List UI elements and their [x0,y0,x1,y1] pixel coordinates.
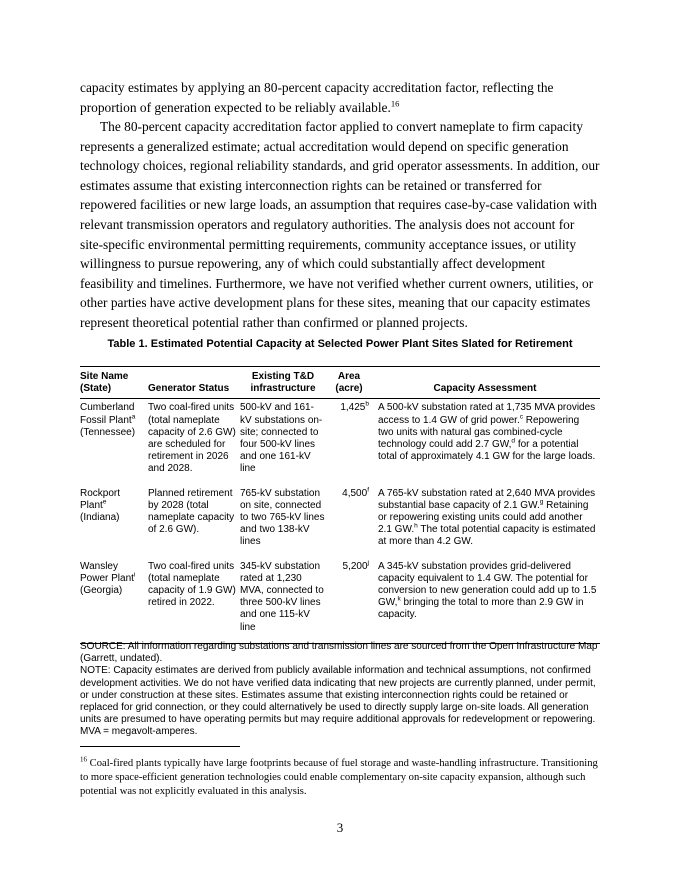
header-area: Area (acre) [328,367,372,399]
area-cell: 4,500$^f$ [342,486,369,499]
header-status: Generator Status [148,367,240,399]
area-cell: 1,425$^b$ [340,401,369,414]
table-header-row [80,367,600,399]
assessment-cell: A 500-kV substation rated at 1,735 MVA provides access to 1.4 GW of grid power.$^c$ Repowering two units with natural gas combined-cycle technology could add 2.7 GW,$^d$ for a potential total of approximately 4.1 GW for the large loads. [378,402,596,463]
table-row [80,558,600,644]
table-note: NOTE: Capacity estimates are derived from publicly available information and technical assumptions, not confirmed development activities. We do not have verified data indicating that new projects are currently planned, under permit, or under construction at these sites. Estimates assume that existing interconnection rights could be retained or replaced for grid connection, or they could alternatively be used to directly supply large on-site loads. All generation units are presumed to have operating permits but may require additional approvals for redevelopment or repowering. MVA = megavolt-amperes. [80,665,596,738]
table-row [80,485,600,558]
header-td: Existing T&D infrastructure [240,367,328,399]
header-site: Site Name (State) [80,367,148,399]
td-cell: 345-kV substation rated at 1,230 MVA, connected to three 500-kV lines and one 115-kV line [240,558,328,644]
page-number: 3 [336,820,344,835]
td-cell: 765-kV substation on site, connected to two 765-kV lines and two 138-kV lines [240,487,325,548]
td-cell: 500-kV and 161-kV substations on-site; connected to four 500-kV lines and one 161-kV line [240,402,323,475]
status-cell: Planned retirement by 2028 (total nameplate capacity of 2.6 GW). [148,487,235,536]
table-caption: Table 1. Estimated Potential Capacity at Selected Power Plant Sites Slated for Retirement [107,338,573,350]
footnote-divider [80,746,240,747]
site-cell: Wansley Power Plant$^i$ (Georgia) [80,558,148,644]
status-cell: Two coal-fired units (total nameplate capacity of 2.6 GW) are scheduled for retirement in 2026 and 2028. [148,402,236,475]
body-paragraph-2: The 80-percent capacity accreditation factor applied to convert nameplate to firm capacity represents a generalized estimate; actual accreditation would depend on specific generation technology choices, regional reliability standards, and grid operator assessments. In addition, our estimates assume that existing interconnection rights can be retained or transferred for repowered facilities or new large loads, an assumption that requires case-by-case validation with relevant transmission operators and regulatory authorities. The analysis does not account for site-specific environmental permitting requirements, community acceptance issues, or utility willingness to pursue repowering, any of which could substantially affect development feasibility and timelines. Furthermore, we have not verified whether current owners, utilities, or other parties have active development plans for these sites, meaning that our capacity estimates represent theoretical potential rather than confirmed or planned projects. [80,119,600,330]
footnote-ref[interactable]: 16 [390,98,400,109]
table-notes [80,641,600,739]
table-source: SOURCE: All information regarding substations and transmission lines are sourced from the Open Infrastructure Map (Garrett, undated). [80,641,598,665]
site-cell: Rockport Plant$^e$ (Indiana) [80,487,121,524]
site-cell: Cumberland Fossil Plant$^a$ (Tennessee) [80,402,136,438]
footnote-number: 16 [80,755,87,764]
footnote [80,757,600,799]
assessment-cell: A 345-kV substation provides grid-delivered capacity equivalent to 1.4 GW. The potential for conversion to new generation could add up to 1.5 GW,$^k$ bringing the total to more than 2.9 GW in capacity. [372,558,600,644]
area-cell: 5,200$^j$ [328,558,372,644]
capacity-table [80,366,600,644]
status-cell: Two coal-fired units (total nameplate capacity of 1.9 GW) retired in 2022. [148,558,240,644]
footnote-text: Coal-fired plants typically have large footprints because of fuel storage and waste-handling infrastructure. Transitioning to more space-efficient generation technologies could enable complementary on-site capacity expansion, although such potential was not explicitly evaluated in this analysis. [80,758,598,797]
assessment-cell: A 765-kV substation rated at 2,640 MVA provides substantial base capacity of 2.1 GW.$^g$ Retaining or repowering existing units could add another 2.1 GW.$^h$ The total potential capacity is estimated at more than 4.2 GW. [378,487,596,548]
paragraph-text: capacity estimates by applying an 80-percent capacity accreditation factor, reflecting the proportion of generation expected to be reliably available. [80,80,554,115]
table-row [80,399,600,485]
header-assessment: Capacity Assessment [372,367,600,399]
body-paragraph-1 [80,78,600,117]
